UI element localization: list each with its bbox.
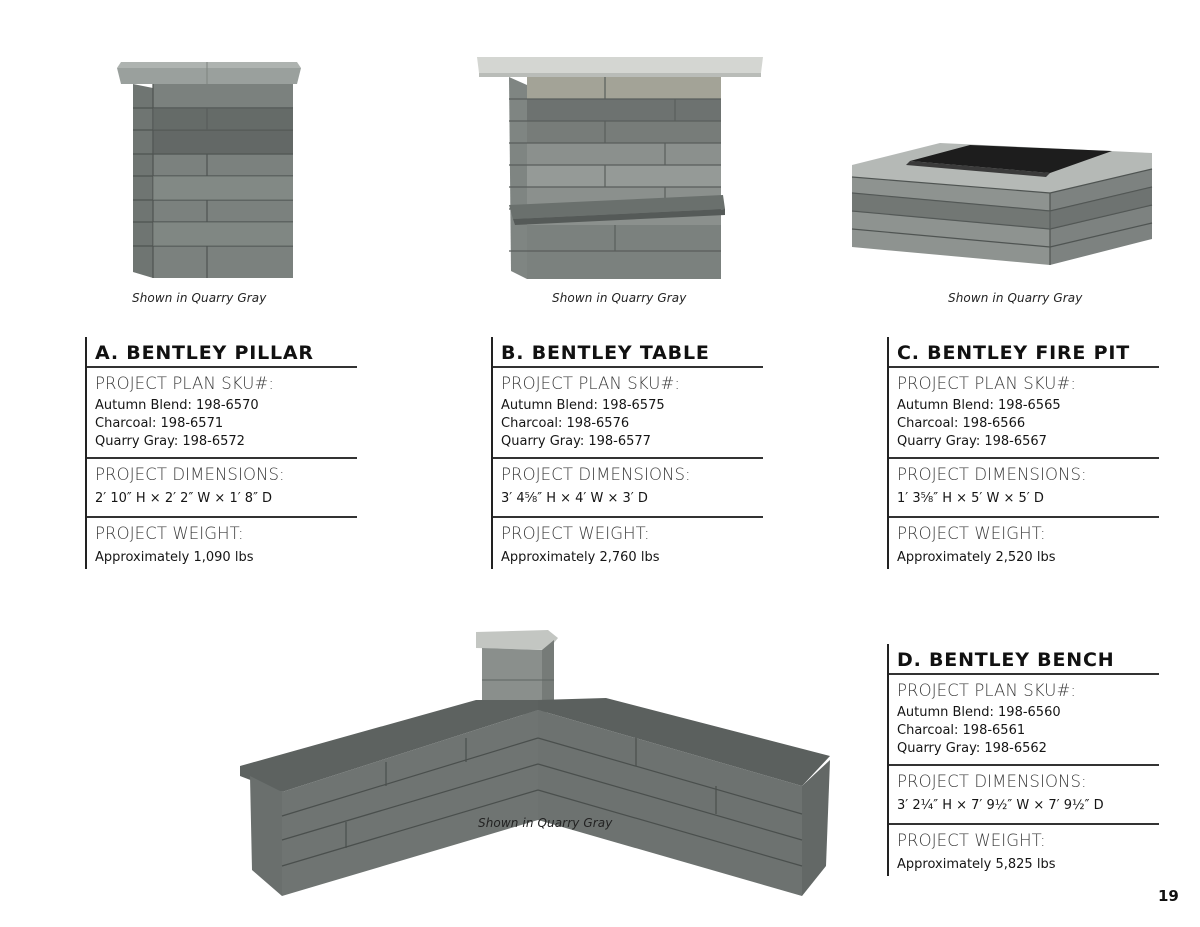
spec-block-fire-pit [887, 337, 1159, 569]
sku-autumn-blend: Autumn Blend: 198-6570 [95, 398, 259, 413]
sku-quarry-gray: Quarry Gray: 198-6572 [95, 434, 245, 449]
spec-block-bench [887, 644, 1159, 876]
sku-label: PROJECT PLAN SKU#: [897, 374, 1077, 393]
weight-label: PROJECT WEIGHT: [897, 524, 1046, 543]
sku-autumn-blend: Autumn Blend: 198-6575 [501, 398, 665, 413]
weight-value: Approximately 2,520 lbs [897, 550, 1056, 565]
weight-label: PROJECT WEIGHT: [501, 524, 650, 543]
dimensions-label: PROJECT DIMENSIONS: [501, 465, 691, 484]
pillar-image-caption: Shown in Quarry Gray [132, 291, 267, 305]
dimensions-value: 3′ 2¼″ H × 7′ 9½″ W × 7′ 9½″ D [897, 798, 1104, 813]
sku-charcoal: Charcoal: 198-6571 [95, 416, 224, 431]
sku-quarry-gray: Quarry Gray: 198-6562 [897, 741, 1047, 756]
weight-section [889, 518, 1159, 569]
weight-value: Approximately 5,825 lbs [897, 857, 1056, 872]
product-title: C. BENTLEY FIRE PIT [889, 337, 1159, 368]
weight-label: PROJECT WEIGHT: [95, 524, 244, 543]
bench-image [236, 626, 836, 906]
dimensions-value: 1′ 3⅝″ H × 5′ W × 5′ D [897, 491, 1044, 506]
weight-value: Approximately 1,090 lbs [95, 550, 254, 565]
pillar-image [115, 62, 305, 284]
dimensions-section [889, 766, 1159, 825]
sku-section [493, 368, 763, 459]
sku-charcoal: Charcoal: 198-6576 [501, 416, 630, 431]
product-title: A. BENTLEY PILLAR [87, 337, 357, 368]
sku-charcoal: Charcoal: 198-6566 [897, 416, 1026, 431]
product-title: B. BENTLEY TABLE [493, 337, 763, 368]
table-image [475, 55, 765, 283]
page-number: 19 [1158, 887, 1179, 905]
fire-pit-image [850, 135, 1155, 275]
sku-section [889, 675, 1159, 766]
dimensions-label: PROJECT DIMENSIONS: [897, 465, 1087, 484]
table-image-caption: Shown in Quarry Gray [552, 291, 687, 305]
dimensions-section [493, 459, 763, 518]
sku-autumn-blend: Autumn Blend: 198-6560 [897, 705, 1061, 720]
dimensions-section [889, 459, 1159, 518]
sku-section [889, 368, 1159, 459]
dimensions-value: 2′ 10″ H × 2′ 2″ W × 1′ 8″ D [95, 491, 273, 506]
fire-pit-image-caption: Shown in Quarry Gray [948, 291, 1083, 305]
weight-section [493, 518, 763, 569]
sku-autumn-blend: Autumn Blend: 198-6565 [897, 398, 1061, 413]
spec-block-pillar [85, 337, 357, 569]
weight-label: PROJECT WEIGHT: [897, 831, 1046, 850]
weight-section [889, 825, 1159, 876]
dimensions-value: 3′ 4⅝″ H × 4′ W × 3′ D [501, 491, 648, 506]
product-title: D. BENTLEY BENCH [889, 644, 1159, 675]
sku-charcoal: Charcoal: 198-6561 [897, 723, 1026, 738]
dimensions-label: PROJECT DIMENSIONS: [897, 772, 1087, 791]
sku-quarry-gray: Quarry Gray: 198-6567 [897, 434, 1047, 449]
bench-image-caption: Shown in Quarry Gray [478, 816, 613, 830]
dimensions-label: PROJECT DIMENSIONS: [95, 465, 285, 484]
dimensions-section [87, 459, 357, 518]
spec-block-table [491, 337, 763, 569]
weight-section [87, 518, 357, 569]
sku-label: PROJECT PLAN SKU#: [897, 681, 1077, 700]
sku-quarry-gray: Quarry Gray: 198-6577 [501, 434, 651, 449]
sku-label: PROJECT PLAN SKU#: [501, 374, 681, 393]
weight-value: Approximately 2,760 lbs [501, 550, 660, 565]
sku-section [87, 368, 357, 459]
sku-label: PROJECT PLAN SKU#: [95, 374, 275, 393]
